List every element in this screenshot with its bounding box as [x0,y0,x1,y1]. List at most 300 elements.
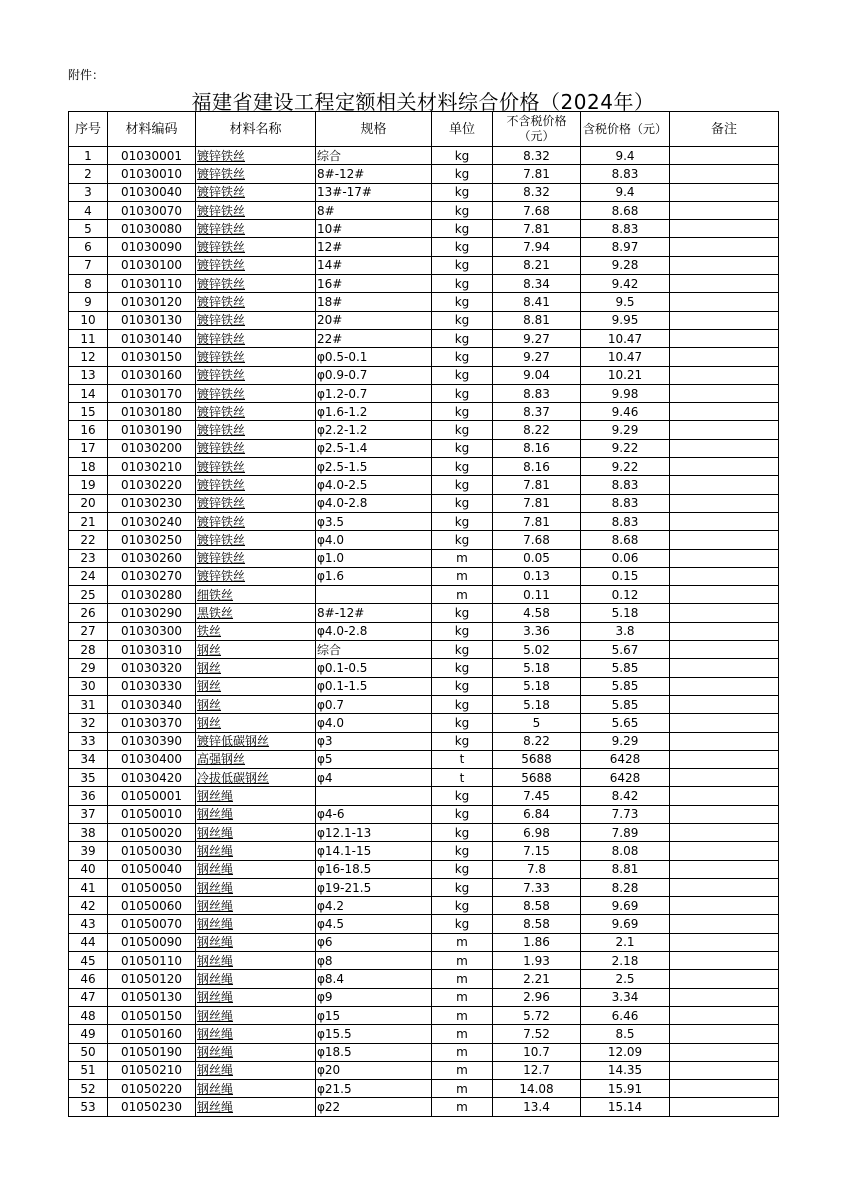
cell-price-inc-tax: 8.81 [581,860,670,878]
cell-price-ex-tax: 8.81 [493,311,581,329]
cell-seq: 26 [69,604,108,622]
table-row [69,933,779,951]
cell-price-inc-tax: 9.42 [581,275,670,293]
cell-material-code: 01030270 [108,567,196,585]
cell-price-ex-tax: 2.96 [493,988,581,1006]
cell-price-ex-tax: 8.32 [493,147,581,165]
cell-seq: 47 [69,988,108,1006]
cell-material-name [196,1098,316,1116]
cell-seq: 18 [69,458,108,476]
cell-remark [670,494,779,512]
cell-price-inc-tax: 10.21 [581,366,670,384]
cell-material-name [196,659,316,677]
cell-spec [316,787,432,805]
table-row [69,970,779,988]
cell-price-ex-tax: 3.36 [493,622,581,640]
cell-price-ex-tax: 8.41 [493,293,581,311]
cell-material-code: 01050150 [108,1006,196,1024]
cell-price-inc-tax: 5.65 [581,714,670,732]
cell-spec: φ0.5-0.1 [316,348,432,366]
cell-price-ex-tax: 9.27 [493,348,581,366]
table-row [69,714,779,732]
cell-unit: kg [432,823,493,841]
cell-unit: m [432,1098,493,1116]
cell-unit: t [432,750,493,768]
table-row [69,1061,779,1079]
cell-price-inc-tax: 8.83 [581,494,670,512]
cell-seq: 34 [69,750,108,768]
cell-unit: kg [432,201,493,219]
material-name-text: 钢丝绳 [197,935,234,950]
cell-material-name [196,421,316,439]
cell-price-ex-tax: 8.32 [493,183,581,201]
cell-seq: 37 [69,805,108,823]
cell-price-ex-tax: 7.52 [493,1025,581,1043]
cell-price-inc-tax: 8.83 [581,512,670,530]
material-name-text: 钢丝绳 [197,1100,234,1115]
cell-price-ex-tax: 8.37 [493,403,581,421]
cell-price-inc-tax: 9.69 [581,897,670,915]
cell-material-code: 01030260 [108,549,196,567]
cell-spec: φ4 [316,769,432,787]
cell-price-ex-tax: 10.7 [493,1043,581,1061]
cell-remark [670,769,779,787]
table-row [69,183,779,201]
cell-material-name [196,1080,316,1098]
cell-remark [670,1006,779,1024]
cell-price-inc-tax: 9.4 [581,183,670,201]
cell-material-code: 01030250 [108,531,196,549]
cell-remark [670,586,779,604]
table-body [69,147,779,1117]
document-title: 福建省建设工程定额相关材料综合价格（2024年） [191,90,655,114]
cell-spec: 综合 [316,641,432,659]
material-name-text: 钢丝绳 [197,843,234,858]
cell-remark [670,439,779,457]
cell-price-inc-tax: 2.5 [581,970,670,988]
cell-material-name [196,586,316,604]
cell-seq: 38 [69,823,108,841]
cell-remark [670,238,779,256]
table-row [69,549,779,567]
cell-remark [670,823,779,841]
cell-seq: 29 [69,659,108,677]
cell-unit: kg [432,641,493,659]
cell-material-code: 01050020 [108,823,196,841]
cell-price-ex-tax: 2.21 [493,970,581,988]
table-row [69,842,779,860]
table-row [69,494,779,512]
material-name-text: 镀锌铁丝 [197,477,246,492]
cell-remark [670,805,779,823]
cell-price-inc-tax: 9.95 [581,311,670,329]
cell-unit: m [432,1080,493,1098]
cell-unit: kg [432,147,493,165]
table-row [69,915,779,933]
material-name-text: 镀锌铁丝 [197,166,246,181]
cell-remark [670,878,779,896]
table-row [69,147,779,165]
cell-price-ex-tax: 7.68 [493,201,581,219]
cell-price-inc-tax: 8.83 [581,220,670,238]
cell-remark [670,384,779,402]
cell-unit: kg [432,860,493,878]
table-row [69,823,779,841]
header-material-name: 材料名称 [196,112,316,147]
cell-material-code: 01050001 [108,787,196,805]
header-price-inc-tax: 含税价格（元） [581,112,670,147]
cell-price-inc-tax: 15.91 [581,1080,670,1098]
table-row [69,1025,779,1043]
cell-spec: 14# [316,256,432,274]
cell-price-ex-tax: 8.16 [493,458,581,476]
cell-spec: 18# [316,293,432,311]
cell-unit: kg [432,439,493,457]
cell-price-ex-tax: 8.21 [493,256,581,274]
cell-remark [670,860,779,878]
cell-material-code: 01030190 [108,421,196,439]
cell-unit: m [432,1025,493,1043]
cell-material-name [196,604,316,622]
material-name-text: 钢丝绳 [197,972,234,986]
cell-remark [670,421,779,439]
cell-price-inc-tax: 8.83 [581,165,670,183]
cell-price-ex-tax: 5.18 [493,659,581,677]
cell-price-ex-tax: 7.94 [493,238,581,256]
material-name-text: 铁丝 [197,624,222,639]
material-name-text: 镀锌铁丝 [197,331,246,346]
table-row [69,1006,779,1024]
cell-spec: 16# [316,275,432,293]
attachment-label: 附件： [68,68,105,82]
cell-seq: 9 [69,293,108,311]
cell-material-code: 01030010 [108,165,196,183]
cell-unit: kg [432,421,493,439]
cell-seq: 13 [69,366,108,384]
cell-seq: 4 [69,201,108,219]
cell-material-code: 01050060 [108,897,196,915]
cell-remark [670,695,779,713]
cell-spec: φ1.2-0.7 [316,384,432,402]
cell-seq: 42 [69,897,108,915]
table-row [69,695,779,713]
material-name-text: 钢丝绳 [197,990,234,1005]
cell-material-code: 01050220 [108,1080,196,1098]
cell-seq: 32 [69,714,108,732]
cell-material-name [196,952,316,970]
cell-spec: φ3.5 [316,512,432,530]
cell-unit: kg [432,512,493,530]
material-name-text: 钢丝绳 [197,917,234,932]
table-row [69,329,779,347]
table-row [69,403,779,421]
cell-material-code: 01030200 [108,439,196,457]
cell-price-inc-tax: 10.47 [581,348,670,366]
cell-material-code: 01030240 [108,512,196,530]
material-name-text: 钢丝绳 [197,1063,234,1078]
cell-unit: m [432,1061,493,1079]
cell-material-name [196,842,316,860]
cell-material-name [196,531,316,549]
cell-remark [670,201,779,219]
cell-unit: kg [432,604,493,622]
material-name-text: 细铁丝 [197,587,234,602]
cell-remark [670,476,779,494]
header-seq: 序号 [69,112,108,147]
cell-material-name [196,366,316,384]
material-name-text: 镀锌铁丝 [197,569,246,584]
material-name-text: 钢丝绳 [197,898,234,913]
cell-price-inc-tax: 2.18 [581,952,670,970]
cell-price-ex-tax: 1.86 [493,933,581,951]
cell-price-ex-tax: 7.81 [493,512,581,530]
cell-remark [670,567,779,585]
material-name-text: 镀锌铁丝 [197,496,246,511]
cell-unit: m [432,952,493,970]
cell-remark [670,732,779,750]
cell-material-name [196,732,316,750]
cell-material-code: 01030210 [108,458,196,476]
cell-price-ex-tax: 9.04 [493,366,581,384]
cell-spec: φ8 [316,952,432,970]
cell-unit: kg [432,183,493,201]
cell-material-name [196,165,316,183]
cell-material-name [196,329,316,347]
cell-price-ex-tax: 8.58 [493,915,581,933]
cell-price-ex-tax: 5688 [493,750,581,768]
table-row [69,220,779,238]
cell-price-inc-tax: 6.46 [581,1006,670,1024]
table-row [69,732,779,750]
cell-unit: kg [432,366,493,384]
cell-unit: kg [432,842,493,860]
cell-remark [670,366,779,384]
cell-spec: 8#-12# [316,604,432,622]
material-name-text: 镀锌铁丝 [197,185,246,200]
cell-material-name [196,311,316,329]
header-remark: 备注 [670,112,779,147]
cell-material-name [196,147,316,165]
cell-spec: 8# [316,201,432,219]
cell-price-ex-tax: 6.84 [493,805,581,823]
material-name-text: 镀锌铁丝 [197,423,246,438]
cell-price-ex-tax: 5.02 [493,641,581,659]
cell-price-ex-tax: 7.45 [493,787,581,805]
cell-price-ex-tax: 8.83 [493,384,581,402]
cell-remark [670,787,779,805]
cell-material-code: 01030100 [108,256,196,274]
cell-unit: kg [432,256,493,274]
table-row [69,1098,779,1116]
cell-price-ex-tax: 7.81 [493,220,581,238]
cell-remark [670,622,779,640]
cell-spec: φ1.0 [316,549,432,567]
cell-seq: 11 [69,329,108,347]
cell-unit: kg [432,695,493,713]
cell-seq: 1 [69,147,108,165]
cell-material-name [196,512,316,530]
cell-material-name [196,1006,316,1024]
cell-price-inc-tax: 9.29 [581,421,670,439]
cell-spec: φ4-6 [316,805,432,823]
cell-price-inc-tax: 6428 [581,750,670,768]
cell-material-code: 01030340 [108,695,196,713]
cell-price-inc-tax: 10.47 [581,329,670,347]
cell-seq: 39 [69,842,108,860]
cell-price-ex-tax: 9.27 [493,329,581,347]
cell-spec: 10# [316,220,432,238]
cell-material-code: 01030140 [108,329,196,347]
cell-material-name [196,1043,316,1061]
cell-seq: 43 [69,915,108,933]
cell-unit: kg [432,531,493,549]
cell-unit: kg [432,458,493,476]
cell-price-inc-tax: 9.22 [581,458,670,476]
table-row [69,311,779,329]
material-name-text: 镀锌铁丝 [197,240,246,255]
cell-price-inc-tax: 9.98 [581,384,670,402]
cell-spec: φ2.5-1.4 [316,439,432,457]
cell-material-code: 01050190 [108,1043,196,1061]
cell-material-code: 01050070 [108,915,196,933]
cell-price-ex-tax: 8.34 [493,275,581,293]
cell-price-inc-tax: 8.08 [581,842,670,860]
cell-spec: φ15 [316,1006,432,1024]
table-row [69,275,779,293]
cell-material-name [196,201,316,219]
cell-material-name [196,878,316,896]
material-name-text: 钢丝绳 [197,953,234,968]
cell-material-code: 01030150 [108,348,196,366]
material-name-text: 镀锌铁丝 [197,349,246,364]
cell-material-name [196,275,316,293]
table-row [69,567,779,585]
cell-unit: kg [432,915,493,933]
cell-material-code: 01030130 [108,311,196,329]
cell-seq: 45 [69,952,108,970]
cell-material-code: 01030180 [108,403,196,421]
cell-material-code: 01030390 [108,732,196,750]
cell-material-name [196,348,316,366]
cell-material-code: 01030170 [108,384,196,402]
cell-price-inc-tax: 0.06 [581,549,670,567]
cell-seq: 19 [69,476,108,494]
cell-material-code: 01030280 [108,586,196,604]
cell-seq: 28 [69,641,108,659]
cell-material-code: 01030070 [108,201,196,219]
cell-material-name [196,933,316,951]
table-row [69,512,779,530]
cell-unit: m [432,933,493,951]
cell-material-name [196,384,316,402]
cell-material-name [196,641,316,659]
cell-spec: φ4.0 [316,531,432,549]
cell-remark [670,1098,779,1116]
material-name-text: 镀锌铁丝 [197,203,246,218]
cell-material-code: 01030370 [108,714,196,732]
table-row [69,476,779,494]
table-row [69,586,779,604]
cell-seq: 51 [69,1061,108,1079]
cell-seq: 6 [69,238,108,256]
cell-material-code: 01050090 [108,933,196,951]
table-row [69,988,779,1006]
cell-remark [670,403,779,421]
cell-spec: 综合 [316,147,432,165]
cell-material-name [196,805,316,823]
table-row [69,201,779,219]
cell-unit: kg [432,403,493,421]
cell-price-inc-tax: 5.85 [581,695,670,713]
cell-remark [670,933,779,951]
cell-unit: kg [432,659,493,677]
cell-remark [670,147,779,165]
cell-material-code: 01050230 [108,1098,196,1116]
cell-price-inc-tax: 9.46 [581,403,670,421]
material-name-text: 镀锌铁丝 [197,276,246,291]
cell-price-inc-tax: 8.28 [581,878,670,896]
cell-seq: 5 [69,220,108,238]
header-row [69,112,779,147]
cell-spec: φ0.9-0.7 [316,366,432,384]
cell-material-code: 01050040 [108,860,196,878]
cell-spec: φ21.5 [316,1080,432,1098]
cell-seq: 22 [69,531,108,549]
cell-price-inc-tax: 0.15 [581,567,670,585]
cell-price-ex-tax: 5.18 [493,677,581,695]
cell-seq: 52 [69,1080,108,1098]
cell-material-code: 01030330 [108,677,196,695]
table-row [69,750,779,768]
material-name-text: 镀锌铁丝 [197,295,246,310]
cell-material-code: 01050160 [108,1025,196,1043]
cell-remark [670,165,779,183]
cell-price-inc-tax: 5.85 [581,677,670,695]
material-name-text: 镀锌低碳钢丝 [197,734,270,749]
cell-spec: φ3 [316,732,432,750]
cell-material-code: 01030040 [108,183,196,201]
cell-price-ex-tax: 7.15 [493,842,581,860]
cell-material-name [196,988,316,1006]
cell-spec: φ2.2-1.2 [316,421,432,439]
cell-remark [670,256,779,274]
cell-price-inc-tax: 9.5 [581,293,670,311]
cell-seq: 2 [69,165,108,183]
cell-unit: kg [432,476,493,494]
cell-seq: 24 [69,567,108,585]
cell-material-code: 01030300 [108,622,196,640]
table-row [69,293,779,311]
cell-material-name [196,256,316,274]
material-name-text: 镀锌铁丝 [197,258,246,273]
table-row [69,622,779,640]
cell-material-name [196,823,316,841]
cell-price-ex-tax: 14.08 [493,1080,581,1098]
cell-price-inc-tax: 8.42 [581,787,670,805]
cell-seq: 7 [69,256,108,274]
material-name-text: 镀锌铁丝 [197,148,246,163]
cell-price-inc-tax: 5.85 [581,659,670,677]
cell-spec [316,586,432,604]
cell-price-ex-tax: 0.11 [493,586,581,604]
cell-price-inc-tax: 0.12 [581,586,670,604]
cell-spec: φ14.1-15 [316,842,432,860]
cell-unit: kg [432,293,493,311]
cell-price-ex-tax: 12.7 [493,1061,581,1079]
cell-price-ex-tax: 1.93 [493,952,581,970]
cell-price-ex-tax: 6.98 [493,823,581,841]
cell-unit: kg [432,384,493,402]
